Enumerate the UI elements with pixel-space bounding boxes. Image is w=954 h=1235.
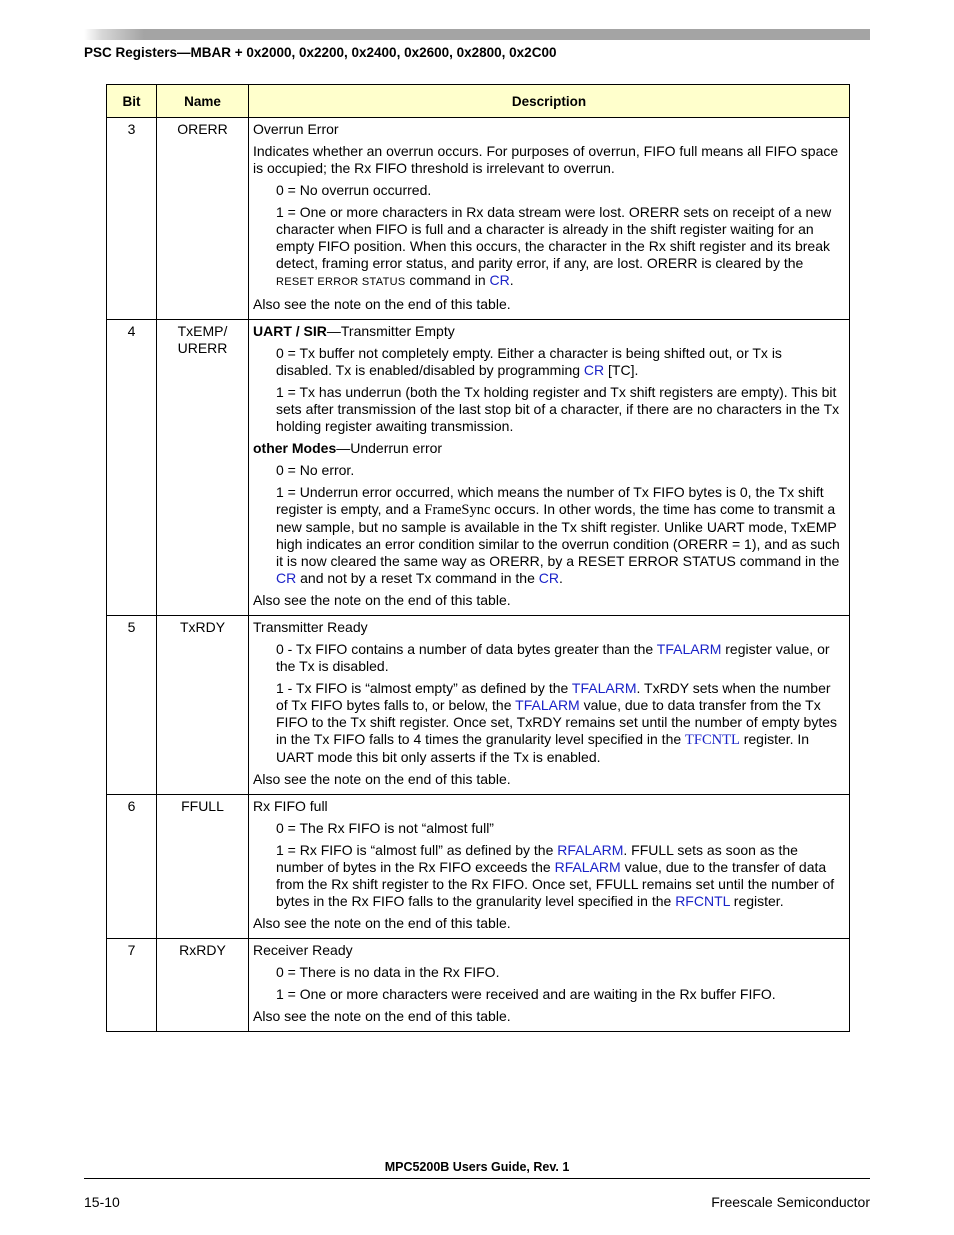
description-text: occurs. In other words, the time has come to transmit a new sample, but no sample is available in the Tx shift register. Unlike UART mode, TxEMP high indicates an error condition similar to the overrun condition (ORERR = 1), and as such it is now cleared the same way as ORERR, by a RESET ERROR STATUS command in the bbox=[276, 501, 840, 569]
description-text: other Modes bbox=[253, 440, 337, 456]
register-link[interactable]: RFALARM bbox=[557, 842, 624, 858]
description-paragraph bbox=[276, 182, 841, 199]
description-paragraph bbox=[253, 942, 841, 959]
description-text: Receiver Ready bbox=[253, 942, 353, 958]
description-paragraph bbox=[276, 986, 841, 1003]
table-row bbox=[107, 118, 850, 320]
description-text: Also see the note on the end of this table. bbox=[253, 592, 511, 608]
description-text: —Transmitter Empty bbox=[326, 323, 455, 339]
description-text: . FFULL sets as soon as the number of bytes in the Rx FIFO exceeds the bbox=[276, 842, 798, 875]
description-cell bbox=[249, 795, 850, 939]
register-link[interactable]: TFALARM bbox=[656, 641, 722, 657]
description-text: register. In UART mode this bit only asserts if the Tx is enabled. bbox=[276, 731, 810, 765]
description-cell bbox=[249, 616, 850, 795]
description-cell bbox=[249, 320, 850, 616]
column-header-description: Description bbox=[249, 85, 850, 118]
description-text: 1 = Rx FIFO is “almost full” as defined by the bbox=[276, 842, 558, 858]
description-text: Also see the note on the end of this table. bbox=[253, 915, 511, 931]
description-paragraph bbox=[276, 680, 841, 766]
description-text: Also see the note on the end of this table. bbox=[253, 296, 511, 312]
description-paragraph bbox=[253, 143, 841, 177]
description-paragraph bbox=[276, 641, 841, 675]
bit-cell: 5 bbox=[107, 616, 157, 795]
description-text: . TxRDY sets when the number of Tx FIFO bytes falls to, or below, the bbox=[276, 680, 831, 713]
description-paragraph bbox=[253, 1008, 841, 1025]
table-row bbox=[107, 320, 850, 616]
register-link[interactable]: TFALARM bbox=[515, 697, 580, 713]
register-link[interactable]: CR bbox=[583, 362, 605, 378]
description-paragraph bbox=[253, 121, 841, 138]
description-text: . bbox=[559, 570, 563, 586]
description-paragraph bbox=[276, 462, 841, 479]
running-header-title: PSC Registers—MBAR + 0x2000, 0x2200, 0x2400, 0x2600, 0x2800, 0x2C00 bbox=[84, 45, 557, 60]
column-header-name: Name bbox=[157, 85, 249, 118]
description-paragraph bbox=[276, 964, 841, 981]
description-text: register. bbox=[729, 893, 784, 909]
description-text: value, due to data transfer from the Tx FIFO to the Tx shift register. Once set, TxRDY remains set until the number of empty bytes in the Tx FIFO falls to 4 times the granularity level specified in the bbox=[276, 697, 838, 747]
description-paragraph bbox=[253, 323, 841, 340]
field-name-cell: ORERR bbox=[157, 118, 249, 320]
description-text: FrameSync bbox=[424, 502, 491, 518]
description-text: UART / SIR bbox=[253, 323, 327, 339]
description-text: Overrun Error bbox=[253, 121, 339, 137]
register-table-body bbox=[107, 118, 850, 1032]
description-paragraph bbox=[276, 820, 841, 837]
description-text: 1 = Underrun error occurred, which means the number of Tx FIFO bytes is 0, the Tx shift register is empty, and a bbox=[276, 484, 824, 517]
description-paragraph bbox=[276, 484, 841, 587]
description-cell bbox=[249, 939, 850, 1032]
register-link[interactable]: RFALARM bbox=[554, 859, 621, 875]
description-paragraph bbox=[276, 842, 841, 910]
description-text: command in bbox=[405, 272, 490, 288]
field-name-cell: TxRDY bbox=[157, 616, 249, 795]
top-header-bar bbox=[84, 29, 870, 40]
field-name-cell: RxRDY bbox=[157, 939, 249, 1032]
description-text: 1 = One or more characters in Rx data stream were lost. ORERR sets on receipt of a new character when FIFO is full and a character is already in the shift register waiting for an empty FIFO position. When this occurs, the character in the Rx shift register and its break detect, framing error status, and parity error, if any, are lost. ORERR is cleared by the bbox=[276, 204, 832, 271]
description-text: 0 = The Rx FIFO is not “almost full” bbox=[276, 820, 494, 836]
description-text: 0 = There is no data in the Rx FIFO. bbox=[276, 964, 500, 980]
description-text: value, due to the transfer of data from the Rx shift register to the Rx FIFO. Once set, FFULL remains set until the number of bytes in the Rx FIFO falls to the granularity level specified in the bbox=[276, 859, 835, 909]
footer-company-name: Freescale Semiconductor bbox=[711, 1194, 870, 1210]
register-link[interactable]: RFCNTL bbox=[675, 893, 730, 909]
description-text: Also see the note on the end of this table. bbox=[253, 1008, 511, 1024]
field-name-cell: TxEMP/ URERR bbox=[157, 320, 249, 616]
description-paragraph bbox=[276, 384, 841, 435]
description-paragraph bbox=[253, 296, 841, 313]
description-text: Rx FIFO full bbox=[253, 798, 328, 814]
register-link[interactable]: TFCNTL bbox=[685, 732, 740, 748]
description-text: 1 = Tx has underrun (both the Tx holding register and Tx shift registers are empty). This bit sets after transmission of the last stop bit of a character, if there are no characters in the Tx holding register awaiting transmission. bbox=[276, 384, 840, 434]
field-name-cell: FFULL bbox=[157, 795, 249, 939]
description-text: —Underrun error bbox=[336, 440, 443, 456]
footer-page-number: 15-10 bbox=[84, 1194, 120, 1210]
description-text: Indicates whether an overrun occurs. For purposes of overrun, FIFO full means all FIFO space is occupied; the Rx FIFO threshold is irrelevant to overrun. bbox=[253, 143, 839, 176]
description-text: register value, or the Tx is disabled. bbox=[276, 641, 830, 674]
description-text: RESET ERROR STATUS bbox=[276, 276, 406, 288]
bit-cell: 6 bbox=[107, 795, 157, 939]
description-text: and not by a reset Tx command in the bbox=[296, 570, 539, 586]
bit-cell: 3 bbox=[107, 118, 157, 320]
description-text: Transmitter Ready bbox=[253, 619, 368, 635]
description-text: 0 = No error. bbox=[276, 462, 355, 478]
description-text: 1 = One or more characters were received and are waiting in the Rx buffer FIFO. bbox=[276, 986, 776, 1002]
description-paragraph bbox=[253, 771, 841, 788]
description-paragraph bbox=[253, 798, 841, 815]
register-link[interactable]: CR bbox=[538, 570, 560, 586]
description-text: 0 - Tx FIFO contains a number of data bytes greater than the bbox=[276, 641, 657, 657]
register-link[interactable]: TFALARM bbox=[571, 680, 637, 696]
description-text: [TC]. bbox=[604, 362, 639, 378]
description-paragraph bbox=[253, 619, 841, 636]
footer-divider bbox=[84, 1178, 870, 1179]
table-row bbox=[107, 795, 850, 939]
description-text: 0 = Tx buffer not completely empty. Either a character is being shifted out, or Tx is disabled. Tx is enabled/disabled by programming bbox=[276, 345, 782, 378]
table-header-row bbox=[107, 85, 850, 118]
description-text: 0 = No overrun occurred. bbox=[276, 182, 432, 198]
description-paragraph bbox=[276, 345, 841, 379]
description-paragraph bbox=[276, 204, 841, 291]
register-table bbox=[106, 84, 850, 1032]
description-text: . bbox=[509, 272, 514, 288]
description-paragraph bbox=[253, 592, 841, 609]
table-row bbox=[107, 939, 850, 1032]
bit-cell: 4 bbox=[107, 320, 157, 616]
register-link[interactable]: CR bbox=[276, 570, 297, 586]
description-paragraph bbox=[253, 915, 841, 932]
description-text: 1 - Tx FIFO is “almost empty” as defined by the bbox=[276, 680, 572, 696]
bit-cell: 7 bbox=[107, 939, 157, 1032]
footer-document-title: MPC5200B Users Guide, Rev. 1 bbox=[384, 1160, 570, 1174]
table-row bbox=[107, 616, 850, 795]
column-header-bit: Bit bbox=[107, 85, 157, 118]
description-cell bbox=[249, 118, 850, 320]
description-text: Also see the note on the end of this table. bbox=[253, 771, 511, 787]
register-link[interactable]: CR bbox=[489, 272, 510, 288]
description-paragraph bbox=[253, 440, 841, 457]
